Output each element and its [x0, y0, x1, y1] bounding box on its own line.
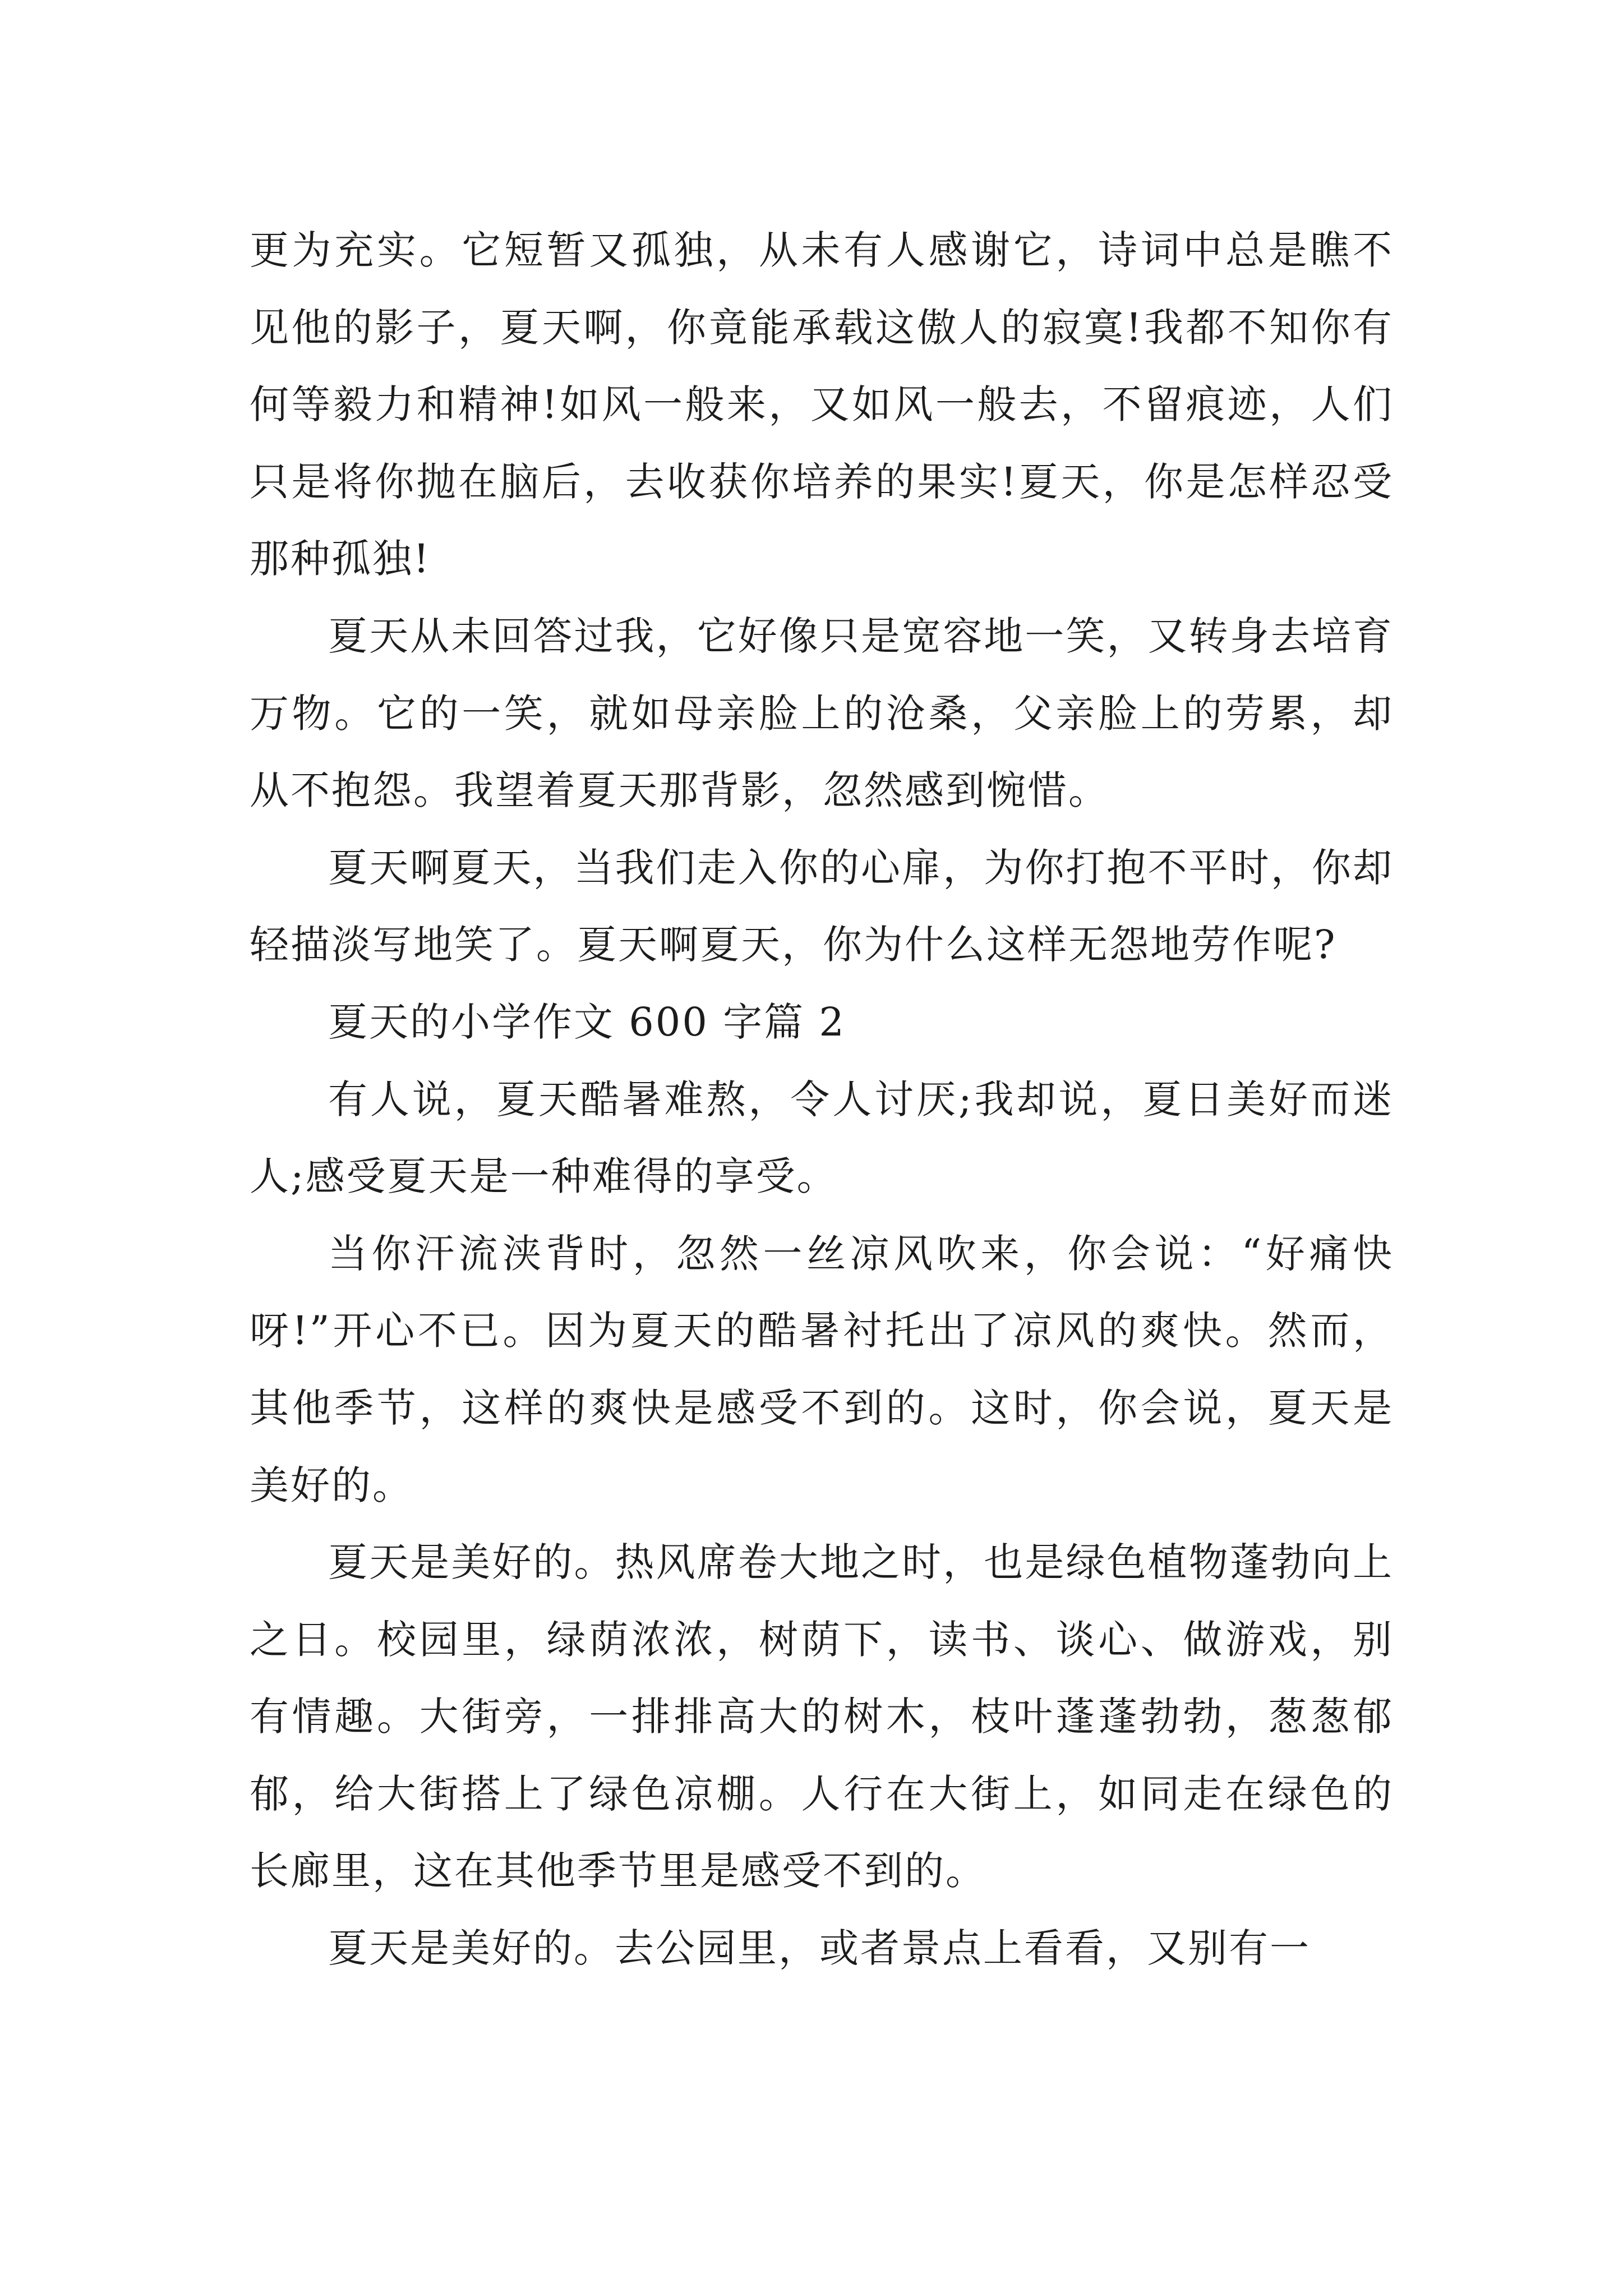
paragraph-truncated: 夏天是美好的。去公园里，或者景点上看看，又别有一	[328, 1925, 1311, 1972]
paragraph: 夏天是美好的。热风席卷大地之时，也是绿色植物蓬勃向上之日。校园里，绿荫浓浓，树荫下，读书、谈心、做游戏，别有情趣。大街旁，一排排高大的树木，枝叶蓬蓬勃勃，葱葱郁郁，给大街搭上了绿色凉棚。人行在大街上，如同走在绿色的长廊里，这在其他季节里是感受不到的。	[250, 1539, 1394, 1894]
paragraph: 当你汗流浃背时，忽然一丝凉风吹来，你会说：“好痛快呀!”开心不已。因为夏天的酷暑衬托出了凉风的爽快。然而，其他季节，这样的爽快是感受不到的。这时，你会说，夏天是美好的。	[250, 1230, 1394, 1508]
section-heading: 夏天的小学作文 600 字篇 2	[328, 999, 846, 1045]
paragraph-continued: 更为充实。它短暂又孤独，从未有人感谢它，诗词中总是瞧不见他的影子，夏天啊，你竟能承载这傲人的寂寞!我都不知你有何等毅力和精神!如风一般来，又如风一般去，不留痕迹，人们只是将你抛在脑后，去收获你培养的果实!夏天，你是怎样忍受那种孤独!	[250, 227, 1394, 582]
paragraph: 夏天从未回答过我，它好像只是宽容地一笑，又转身去培育万物。它的一笑，就如母亲脸上的沧桑，父亲脸上的劳累，却从不抱怨。我望着夏天那背影，忽然感到惋惜。	[250, 613, 1394, 814]
paragraph: 有人说，夏天酷暑难熬，令人讨厌;我却说，夏日美好而迷人;感受夏天是一种难得的享受。	[250, 1076, 1394, 1200]
document-body	[250, 212, 1394, 1987]
paragraph: 夏天啊夏天，当我们走入你的心扉，为你打抱不平时，你却轻描淡写地笑了。夏天啊夏天，你为什么这样无怨地劳作呢?	[250, 844, 1394, 968]
